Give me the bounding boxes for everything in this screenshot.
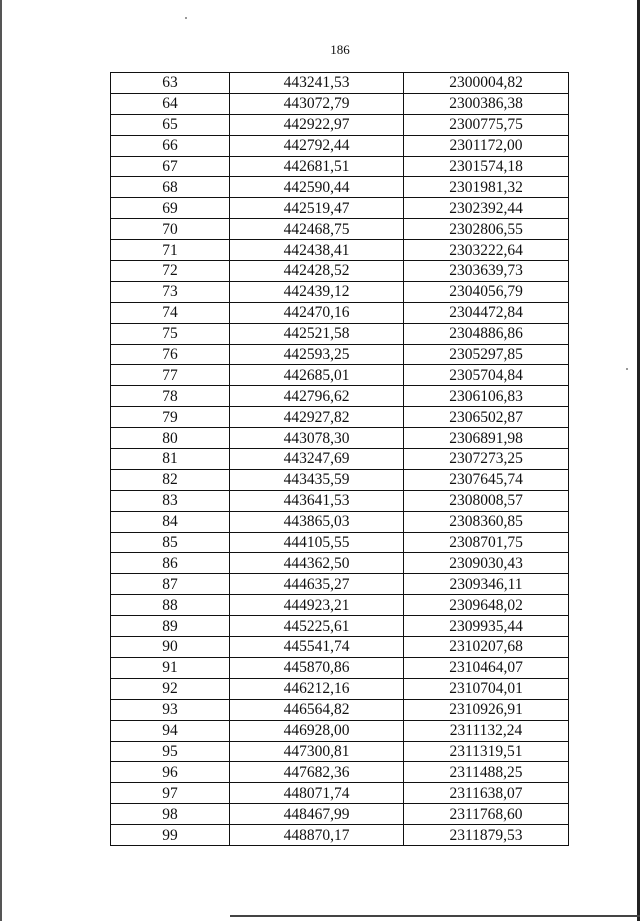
x-coordinate-cell: 442428,52 bbox=[230, 261, 404, 282]
table-row bbox=[111, 93, 569, 114]
point-number-cell: 80 bbox=[111, 428, 230, 449]
point-number-cell: 87 bbox=[111, 574, 230, 595]
table-row bbox=[111, 616, 569, 637]
y-coordinate-cell: 2309030,43 bbox=[404, 553, 569, 574]
y-coordinate-cell: 2300386,38 bbox=[404, 93, 569, 114]
point-number-cell: 92 bbox=[111, 678, 230, 699]
x-coordinate-cell: 442470,16 bbox=[230, 302, 404, 323]
table-row bbox=[111, 177, 569, 198]
point-number-cell: 70 bbox=[111, 219, 230, 240]
x-coordinate-cell: 443241,53 bbox=[230, 73, 404, 94]
x-coordinate-cell: 444105,55 bbox=[230, 532, 404, 553]
y-coordinate-cell: 2306106,83 bbox=[404, 386, 569, 407]
table-row bbox=[111, 469, 569, 490]
table-row bbox=[111, 407, 569, 428]
x-coordinate-cell: 442922,97 bbox=[230, 114, 404, 135]
y-coordinate-cell: 2306502,87 bbox=[404, 407, 569, 428]
x-coordinate-cell: 448870,17 bbox=[230, 825, 404, 846]
y-coordinate-cell: 2309935,44 bbox=[404, 616, 569, 637]
x-coordinate-cell: 445541,74 bbox=[230, 637, 404, 658]
x-coordinate-cell: 443435,59 bbox=[230, 469, 404, 490]
x-coordinate-cell: 447300,81 bbox=[230, 741, 404, 762]
point-number-cell: 79 bbox=[111, 407, 230, 428]
x-coordinate-cell: 443247,69 bbox=[230, 449, 404, 470]
y-coordinate-cell: 2310704,01 bbox=[404, 678, 569, 699]
point-number-cell: 96 bbox=[111, 762, 230, 783]
x-coordinate-cell: 442439,12 bbox=[230, 281, 404, 302]
point-number-cell: 72 bbox=[111, 261, 230, 282]
point-number-cell: 69 bbox=[111, 198, 230, 219]
table-row bbox=[111, 741, 569, 762]
table-row bbox=[111, 428, 569, 449]
y-coordinate-cell: 2303222,64 bbox=[404, 240, 569, 261]
table-row bbox=[111, 219, 569, 240]
y-coordinate-cell: 2300004,82 bbox=[404, 73, 569, 94]
y-coordinate-cell: 2305704,84 bbox=[404, 365, 569, 386]
x-coordinate-cell: 444362,50 bbox=[230, 553, 404, 574]
point-number-cell: 64 bbox=[111, 93, 230, 114]
x-coordinate-cell: 443072,79 bbox=[230, 93, 404, 114]
y-coordinate-cell: 2311132,24 bbox=[404, 720, 569, 741]
table-row bbox=[111, 114, 569, 135]
point-number-cell: 84 bbox=[111, 511, 230, 532]
table-row bbox=[111, 323, 569, 344]
y-coordinate-cell: 2311488,25 bbox=[404, 762, 569, 783]
table-row bbox=[111, 73, 569, 94]
point-number-cell: 83 bbox=[111, 490, 230, 511]
table-row bbox=[111, 595, 569, 616]
x-coordinate-cell: 443865,03 bbox=[230, 511, 404, 532]
y-coordinate-cell: 2301574,18 bbox=[404, 156, 569, 177]
point-number-cell: 98 bbox=[111, 804, 230, 825]
table-row bbox=[111, 804, 569, 825]
y-coordinate-cell: 2311638,07 bbox=[404, 783, 569, 804]
point-number-cell: 63 bbox=[111, 73, 230, 94]
table-row bbox=[111, 657, 569, 678]
scan-speck bbox=[626, 368, 628, 370]
y-coordinate-cell: 2303639,73 bbox=[404, 261, 569, 282]
table-row bbox=[111, 156, 569, 177]
table-row bbox=[111, 783, 569, 804]
y-coordinate-cell: 2311879,53 bbox=[404, 825, 569, 846]
table-row bbox=[111, 699, 569, 720]
point-number-cell: 88 bbox=[111, 595, 230, 616]
y-coordinate-cell: 2300775,75 bbox=[404, 114, 569, 135]
point-number-cell: 75 bbox=[111, 323, 230, 344]
y-coordinate-cell: 2304472,84 bbox=[404, 302, 569, 323]
x-coordinate-cell: 442438,41 bbox=[230, 240, 404, 261]
coordinates-table bbox=[110, 72, 569, 846]
point-number-cell: 89 bbox=[111, 616, 230, 637]
table-row bbox=[111, 490, 569, 511]
point-number-cell: 65 bbox=[111, 114, 230, 135]
point-number-cell: 91 bbox=[111, 657, 230, 678]
y-coordinate-cell: 2310207,68 bbox=[404, 637, 569, 658]
y-coordinate-cell: 2307645,74 bbox=[404, 469, 569, 490]
table-row bbox=[111, 637, 569, 658]
y-coordinate-cell: 2310464,07 bbox=[404, 657, 569, 678]
table-row bbox=[111, 449, 569, 470]
table-row bbox=[111, 511, 569, 532]
x-coordinate-cell: 443641,53 bbox=[230, 490, 404, 511]
table-row bbox=[111, 302, 569, 323]
table-row bbox=[111, 281, 569, 302]
point-number-cell: 66 bbox=[111, 135, 230, 156]
x-coordinate-cell: 442521,58 bbox=[230, 323, 404, 344]
x-coordinate-cell: 446564,82 bbox=[230, 699, 404, 720]
point-number-cell: 71 bbox=[111, 240, 230, 261]
point-number-cell: 93 bbox=[111, 699, 230, 720]
point-number-cell: 73 bbox=[111, 281, 230, 302]
table-row bbox=[111, 198, 569, 219]
x-coordinate-cell: 446212,16 bbox=[230, 678, 404, 699]
x-coordinate-cell: 443078,30 bbox=[230, 428, 404, 449]
point-number-cell: 82 bbox=[111, 469, 230, 490]
x-coordinate-cell: 442593,25 bbox=[230, 344, 404, 365]
scan-bottom-edge bbox=[230, 915, 640, 917]
table-row bbox=[111, 344, 569, 365]
x-coordinate-cell: 448071,74 bbox=[230, 783, 404, 804]
x-coordinate-cell: 442468,75 bbox=[230, 219, 404, 240]
table-row bbox=[111, 762, 569, 783]
point-number-cell: 67 bbox=[111, 156, 230, 177]
x-coordinate-cell: 446928,00 bbox=[230, 720, 404, 741]
table-row bbox=[111, 678, 569, 699]
coordinates-table-body bbox=[111, 73, 569, 846]
table-row bbox=[111, 532, 569, 553]
y-coordinate-cell: 2307273,25 bbox=[404, 449, 569, 470]
y-coordinate-cell: 2302392,44 bbox=[404, 198, 569, 219]
y-coordinate-cell: 2309346,11 bbox=[404, 574, 569, 595]
scan-speck bbox=[185, 17, 187, 19]
y-coordinate-cell: 2304886,86 bbox=[404, 323, 569, 344]
table-row bbox=[111, 386, 569, 407]
scan-left-edge bbox=[0, 0, 2, 921]
x-coordinate-cell: 444635,27 bbox=[230, 574, 404, 595]
point-number-cell: 95 bbox=[111, 741, 230, 762]
table-row bbox=[111, 574, 569, 595]
x-coordinate-cell: 442681,51 bbox=[230, 156, 404, 177]
y-coordinate-cell: 2304056,79 bbox=[404, 281, 569, 302]
x-coordinate-cell: 448467,99 bbox=[230, 804, 404, 825]
table-row bbox=[111, 240, 569, 261]
point-number-cell: 77 bbox=[111, 365, 230, 386]
y-coordinate-cell: 2311319,51 bbox=[404, 741, 569, 762]
table-row bbox=[111, 720, 569, 741]
x-coordinate-cell: 444923,21 bbox=[230, 595, 404, 616]
x-coordinate-cell: 442519,47 bbox=[230, 198, 404, 219]
table-row bbox=[111, 825, 569, 846]
point-number-cell: 99 bbox=[111, 825, 230, 846]
point-number-cell: 85 bbox=[111, 532, 230, 553]
point-number-cell: 97 bbox=[111, 783, 230, 804]
point-number-cell: 68 bbox=[111, 177, 230, 198]
y-coordinate-cell: 2309648,02 bbox=[404, 595, 569, 616]
point-number-cell: 81 bbox=[111, 449, 230, 470]
y-coordinate-cell: 2308008,57 bbox=[404, 490, 569, 511]
point-number-cell: 86 bbox=[111, 553, 230, 574]
y-coordinate-cell: 2306891,98 bbox=[404, 428, 569, 449]
point-number-cell: 78 bbox=[111, 386, 230, 407]
y-coordinate-cell: 2310926,91 bbox=[404, 699, 569, 720]
x-coordinate-cell: 442927,82 bbox=[230, 407, 404, 428]
x-coordinate-cell: 447682,36 bbox=[230, 762, 404, 783]
point-number-cell: 76 bbox=[111, 344, 230, 365]
page-number: 186 bbox=[330, 42, 350, 57]
y-coordinate-cell: 2308701,75 bbox=[404, 532, 569, 553]
table-row bbox=[111, 261, 569, 282]
x-coordinate-cell: 442796,62 bbox=[230, 386, 404, 407]
y-coordinate-cell: 2302806,55 bbox=[404, 219, 569, 240]
point-number-cell: 90 bbox=[111, 637, 230, 658]
x-coordinate-cell: 445225,61 bbox=[230, 616, 404, 637]
x-coordinate-cell: 442685,01 bbox=[230, 365, 404, 386]
y-coordinate-cell: 2301172,00 bbox=[404, 135, 569, 156]
table-row bbox=[111, 365, 569, 386]
table-row bbox=[111, 135, 569, 156]
point-number-cell: 94 bbox=[111, 720, 230, 741]
y-coordinate-cell: 2305297,85 bbox=[404, 344, 569, 365]
x-coordinate-cell: 445870,86 bbox=[230, 657, 404, 678]
x-coordinate-cell: 442792,44 bbox=[230, 135, 404, 156]
point-number-cell: 74 bbox=[111, 302, 230, 323]
x-coordinate-cell: 442590,44 bbox=[230, 177, 404, 198]
y-coordinate-cell: 2311768,60 bbox=[404, 804, 569, 825]
y-coordinate-cell: 2301981,32 bbox=[404, 177, 569, 198]
y-coordinate-cell: 2308360,85 bbox=[404, 511, 569, 532]
table-row bbox=[111, 553, 569, 574]
